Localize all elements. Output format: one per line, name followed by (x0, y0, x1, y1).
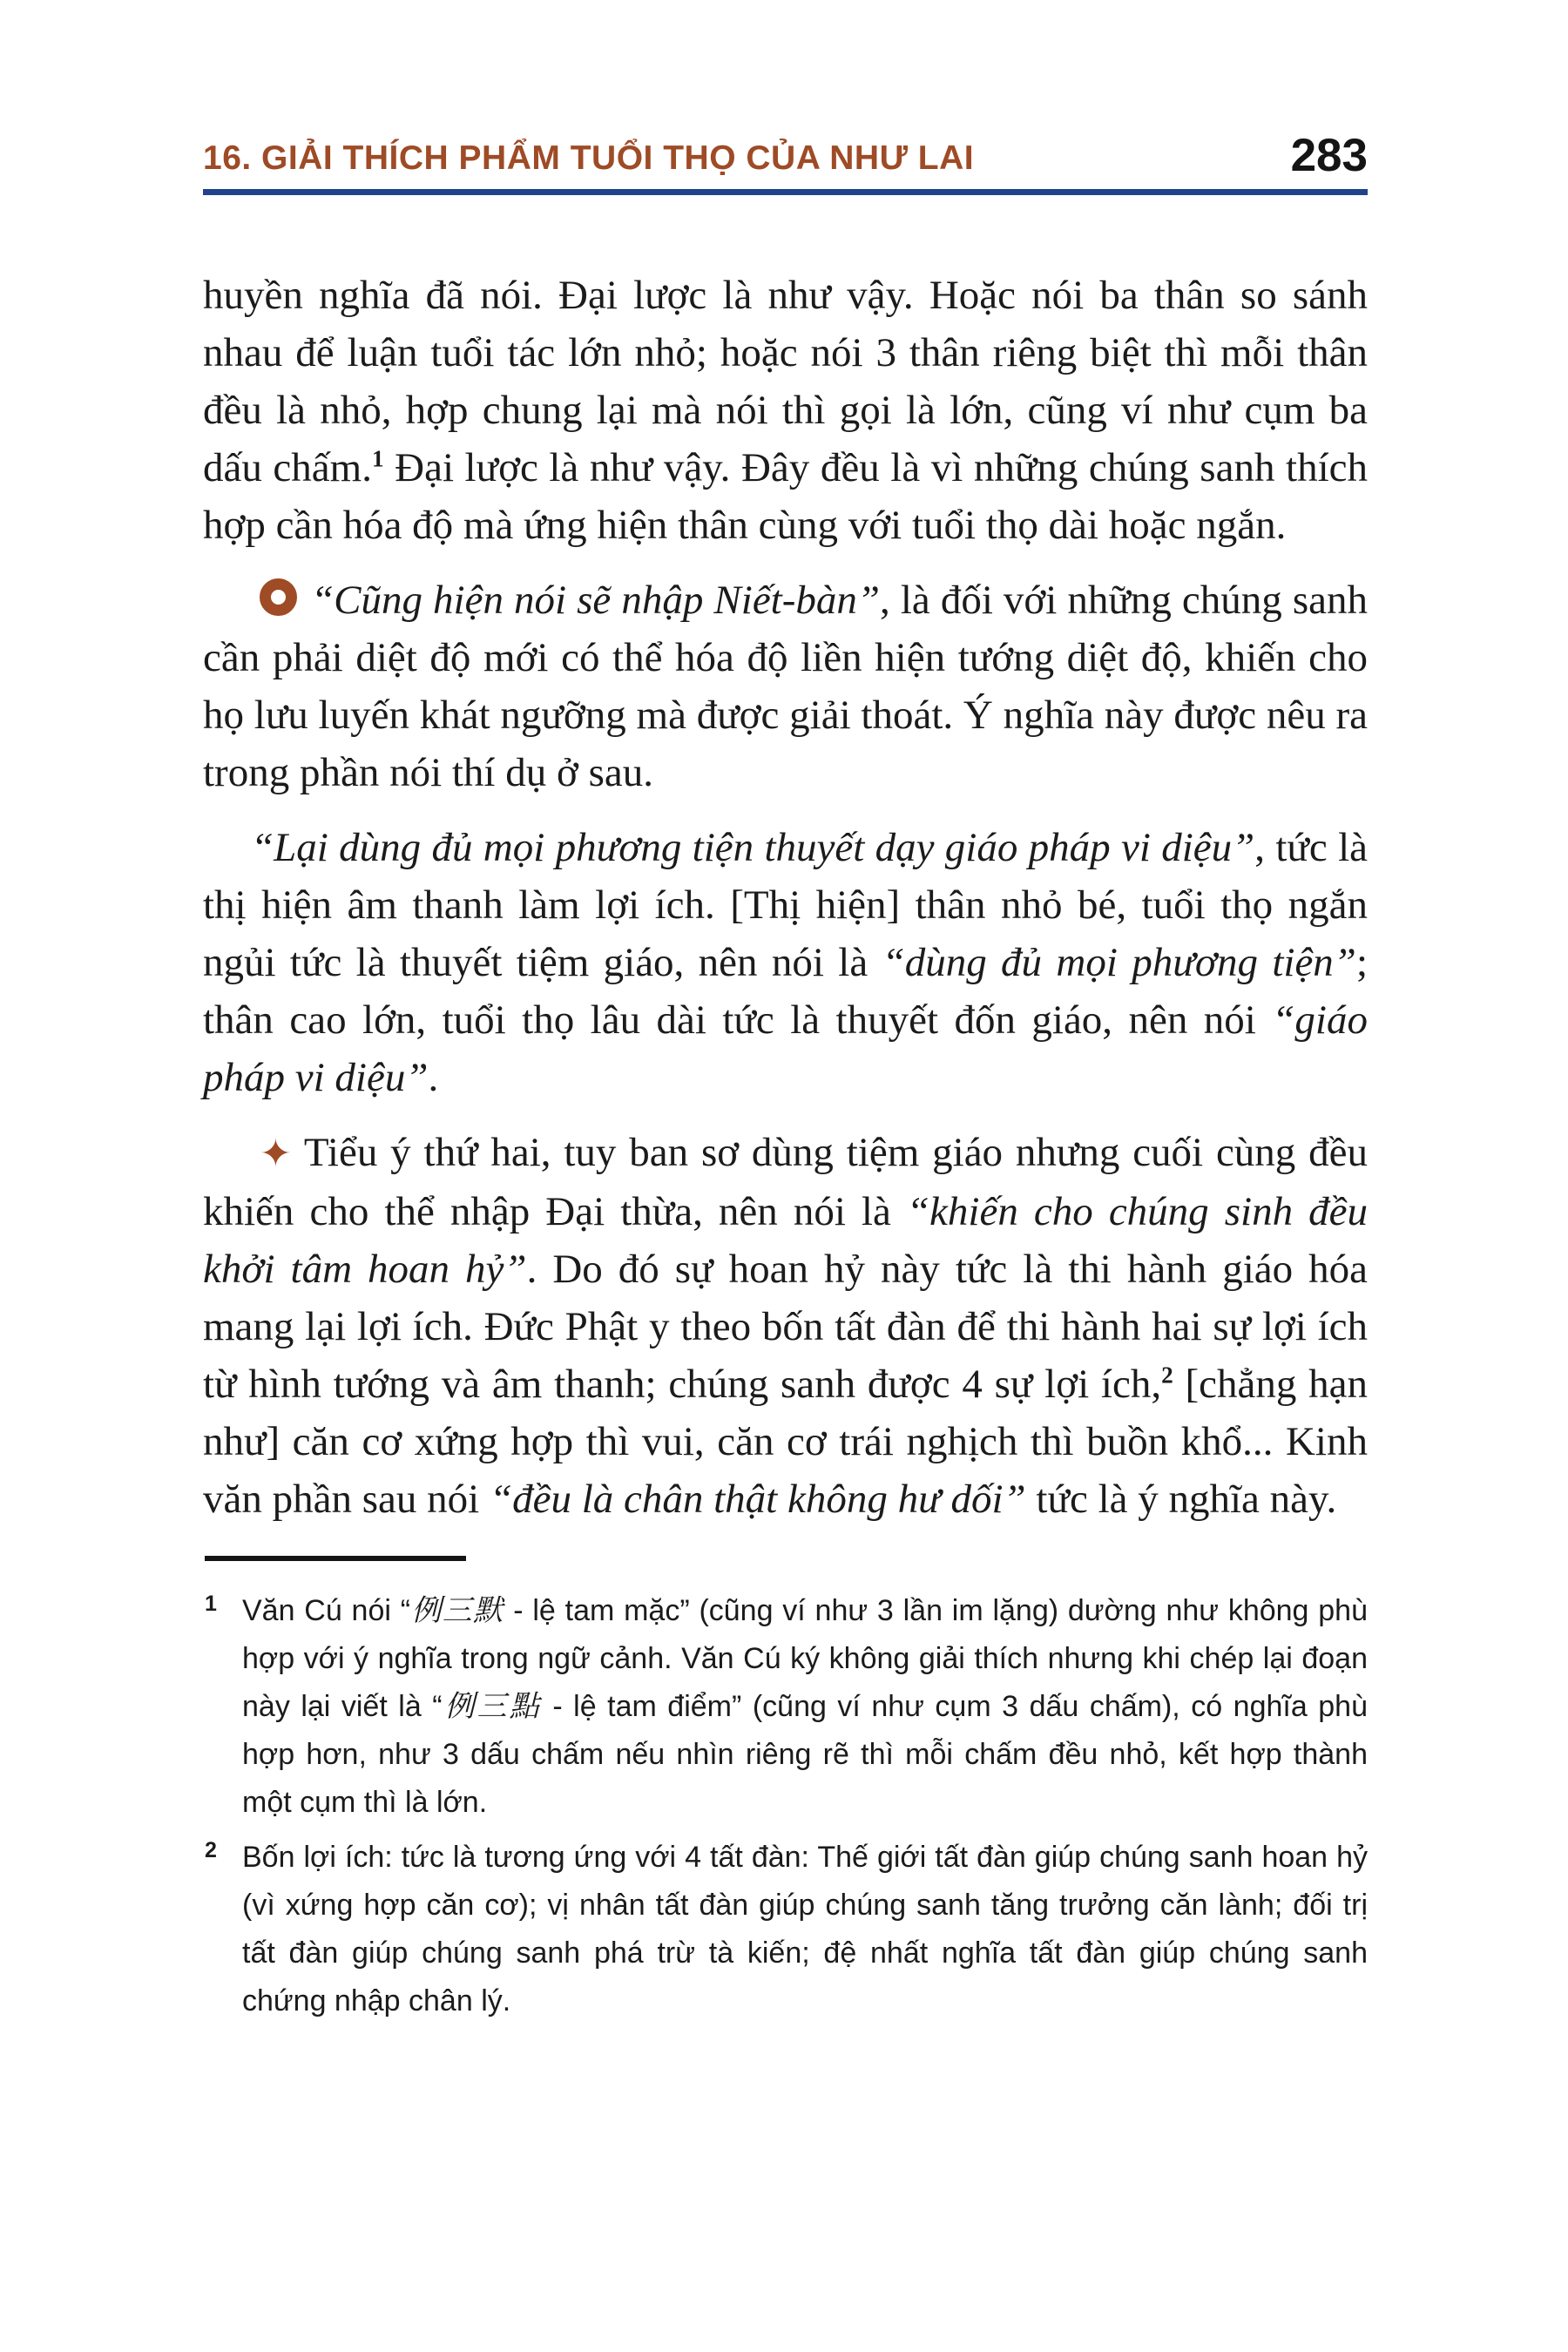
text-segment: , tức là thị hiện âm thanh làm lợi ích. [Thị hiện] thân nhỏ bé, tuổi thọ ngắn ngủi tức là thuyết tiệm giáo, nên nói là (203, 825, 1369, 985)
header-rule (203, 189, 1368, 195)
text-segment: tức là ý nghĩa này. (1025, 1477, 1337, 1522)
text-segment: [chẳng hạn như] căn cơ xứng hợp thì vui, căn cơ trái nghịch thì buồn khổ... Kinh văn phần sau nói (203, 1362, 1368, 1522)
paragraph (203, 1124, 1368, 1528)
footnotes (203, 1587, 1368, 2025)
text-segment: huyền nghĩa đã nói. Đại lược là như vậy. Hoặc nói ba thân so sánh nhau để luận tuổi tác lớn nhỏ; hoặc nói 3 thân riêng biệt thì mỗi thân đều là nhỏ, hợp chung lại mà nói thì gọi là lớn, cũng ví như cụm ba dấu chấm. (203, 273, 1368, 490)
footnote (203, 1834, 1368, 2025)
ring-bullet-icon (260, 578, 297, 616)
text-segment: . Do đó sự hoan hỷ này tức là thi hành giáo hóa mang lại lợi ích. Đức Phật y theo bốn tất đàn để thi hành hai sự lợi ích từ hình tướng và âm thanh; chúng sanh được 4 sự lợi ích, (203, 1247, 1368, 1407)
page-content (203, 132, 1368, 2032)
body-text (203, 267, 1368, 1528)
text-segment: . (428, 1055, 439, 1100)
text-segment: “dùng đủ mọi phương tiện” (882, 940, 1356, 985)
text-segment: - lệ tam điểm” (cũng ví như cụm 3 dấu chấm), có nghĩa phù hợp hơn, như 3 dấu chấm nếu nhìn riêng rẽ thì mỗi chấm đều nhỏ, kết hợp thành một cụm thì là lớn. (242, 1690, 1368, 1819)
text-segment: ; thân cao lớn, tuổi thọ lâu dài tức là thuyết đốn giáo, nên nói (203, 940, 1369, 1043)
paragraph (203, 267, 1368, 554)
paragraph (203, 819, 1368, 1106)
page-number: 283 (1290, 130, 1368, 181)
text-segment: - lệ tam mặc” (cũng ví như 3 lần im lặng) dường như không phù hợp với ý nghĩa trong ngữ cảnh. Văn Cú ký không giải thích nhưng khi chép lại đoạn này lại viết là “ (242, 1594, 1368, 1723)
running-header (203, 132, 1368, 179)
text-segment: Tiểu ý thứ hai, tuy ban sơ dùng tiệm giáo nhưng cuối cùng đều khiến cho thể nhập Đại thừa, nên nói là (203, 1130, 1368, 1234)
text-segment: Văn Cú nói “ (242, 1594, 411, 1627)
text-segment: “Cũng hiện nói sẽ nhập Niết-bàn” (311, 578, 881, 623)
footnote-reference: 1 (371, 445, 384, 472)
footnote-separator (205, 1556, 466, 1561)
star-bullet-icon: ✦ (260, 1132, 292, 1176)
text-segment: “giáo pháp vi diệu” (203, 997, 1368, 1100)
footnote-number: 1 (205, 1592, 217, 1616)
footnote (203, 1587, 1368, 1827)
paragraph (203, 571, 1368, 801)
text-segment: “đều là chân thật không hư dối” (489, 1477, 1026, 1522)
text-segment: 例三點 (442, 1690, 542, 1723)
footnote-reference: 2 (1161, 1362, 1173, 1389)
chapter-title: 16. GIẢI THÍCH PHẨM TUỔI THỌ CỦA NHƯ LAI (203, 139, 975, 177)
text-segment: “khiến cho chúng sinh đều khởi tâm hoan hỷ” (203, 1189, 1368, 1292)
text-segment: , là đối với những chúng sanh cần phải diệt độ mới có thể hóa độ liền hiện tướng diệt độ, khiến cho họ lưu luyến khát ngưỡng mà được giải thoát. Ý nghĩa này được nêu ra trong phần nói thí dụ ở sau. (203, 578, 1369, 795)
text-segment: Bốn lợi ích: tức là tương ứng với 4 tất đàn: Thế giới tất đàn giúp chúng sanh hoan hỷ (vì xứng hợp căn cơ); vị nhân tất đàn giúp chúng sanh tăng trưởng căn lành; đối trị tất đàn giúp chúng sanh phá trừ tà kiến; đệ nhất nghĩa tất đàn giúp chúng sanh chứng nhập chân lý. (242, 1841, 1368, 2017)
text-segment: 例三默 (410, 1594, 504, 1627)
text-segment: Đại lược là như vậy. Đây đều là vì những chúng sanh thích hợp cần hóa độ mà ứng hiện thân cùng với tuổi thọ dài hoặc ngắn. (203, 445, 1368, 548)
footnote-number: 2 (205, 1838, 217, 1862)
text-segment: “Lại dùng đủ mọi phương tiện thuyết dạy giáo pháp vi diệu” (251, 825, 1255, 870)
